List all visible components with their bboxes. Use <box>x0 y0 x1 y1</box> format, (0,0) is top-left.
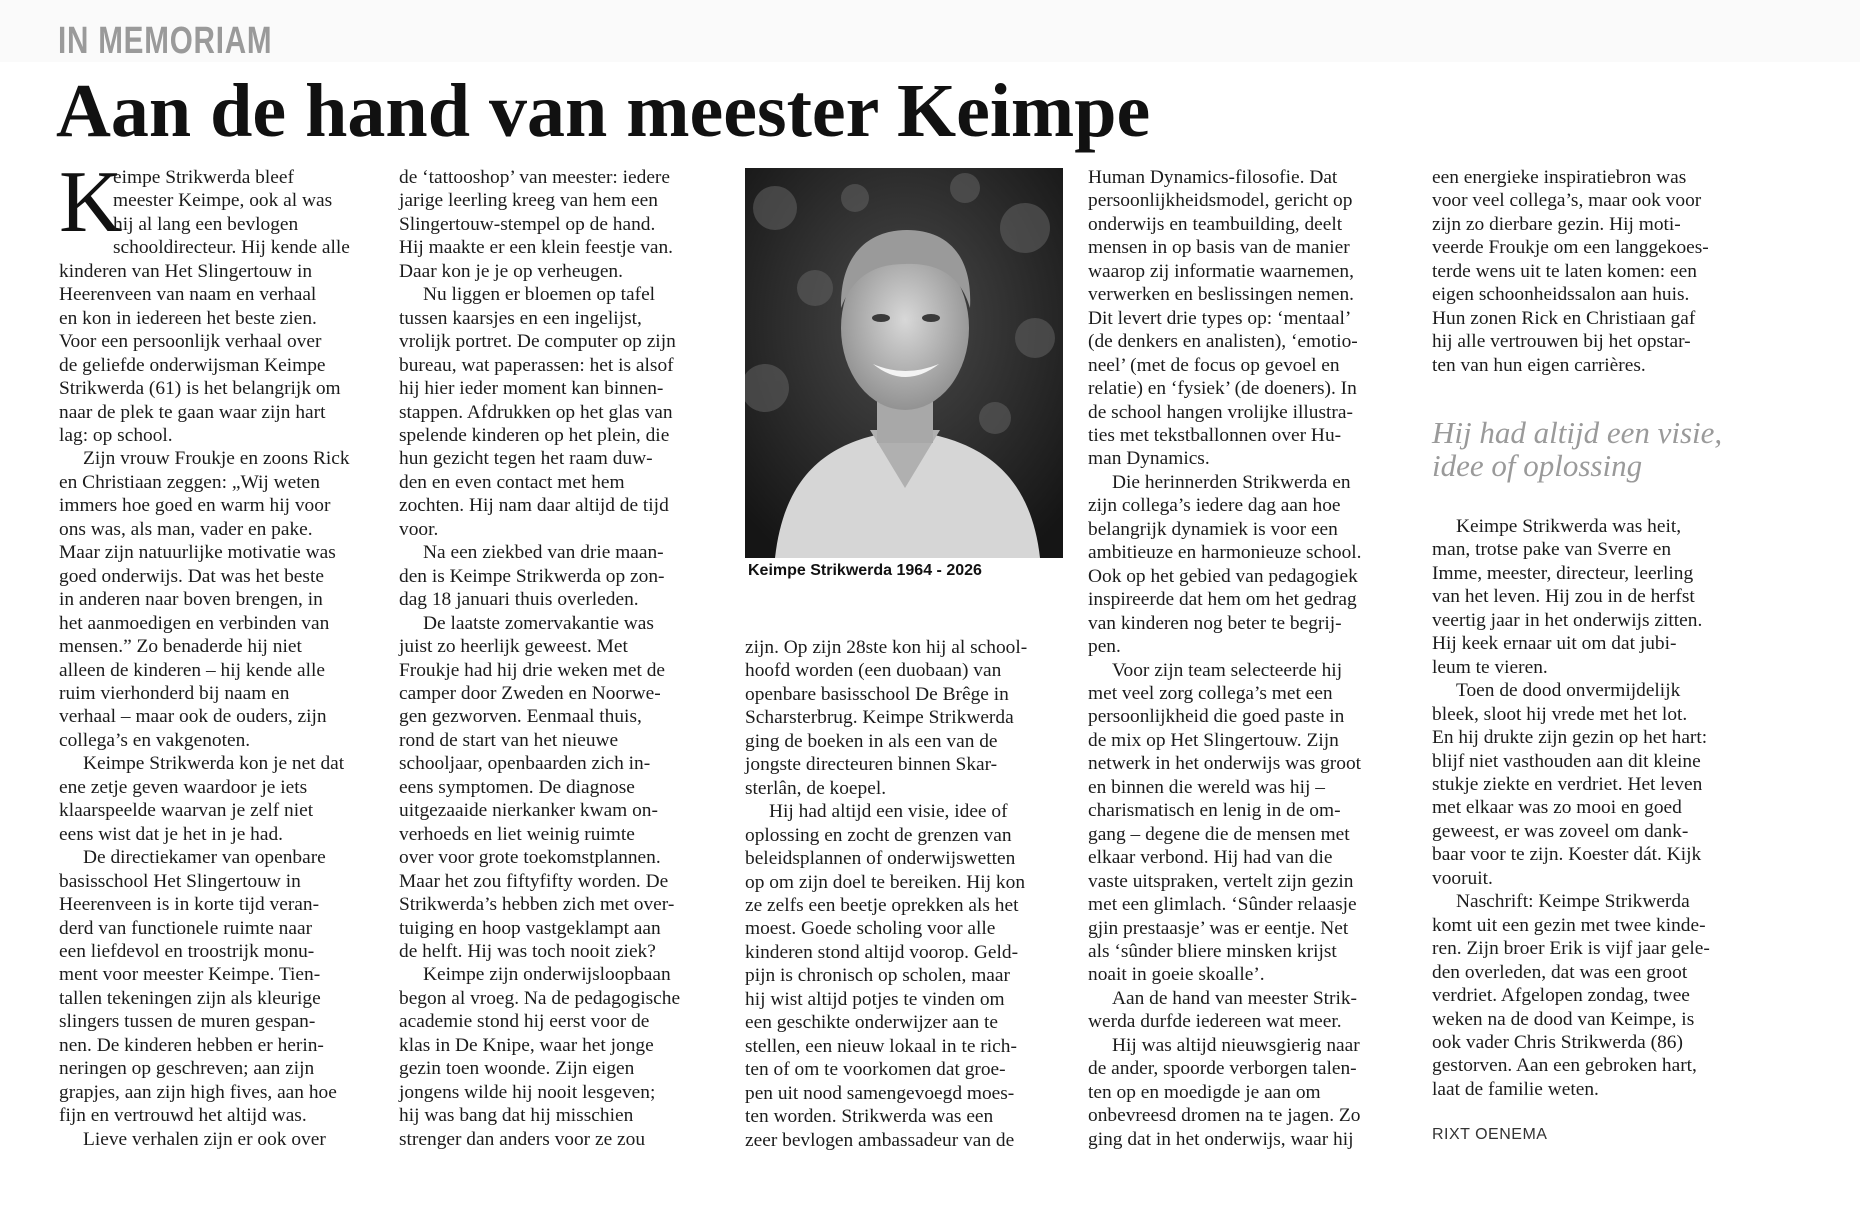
drop-cap: K <box>59 154 123 251</box>
pull-quote: Hij had altijd een visie, idee of oplossing <box>1432 415 1723 483</box>
article-column-5-bottom <box>1432 515 1762 1101</box>
section-kicker: IN MEMORIAM <box>58 20 273 62</box>
paragraph: Na een ziekbed van drie maan- den is Keimpe Strikwerda op zon- dag 18 januari thuis overleden. <box>399 542 665 611</box>
header-band <box>0 0 1860 62</box>
paragraph: eimpe Strikwerda bleef meester Keimpe, ook al was hij al lang een bevlogen schooldirecteur. Hij kende alle kinderen van Het Slingertouw in Heerenveen van naam en verhaal en kon in iedereen het beste zien. Voor een persoonlijk verhaal over de geliefde onderwijsman Keimpe Strikwerda (61) is het belangrijk om naar de plek te gaan waar zijn hart lag: op school. <box>59 167 350 446</box>
paragraph: de ‘tattooshop’ van meester: iedere jarige leerling kreeg van hem een Slingertouw-stempel op de hand. Hij maakte er een klein feestje van. Daar kon je je op verheugen. <box>399 167 674 282</box>
paragraph: Voor zijn team selecteerde hij met veel zorg collega’s met een persoonlijkheid die goed paste in de mix op Het Slingertouw. Zijn netwerk in het onderwijs was groot en binnen die wereld was hij – charismatisch en lenig in de om- gang – degene die de mensen met elkaar verbond. Hij had van die vaste uitspraken, vertelt zijn gezin met een glimlach. ‘Sûnder relaasje gjin prestaasje’ was er eentje. Net als ‘sûnder bliere minsken krijst noait in goeie skoalle’. <box>1088 659 1362 986</box>
portrait-photo <box>745 168 1063 558</box>
article-column-3 <box>745 636 1075 1152</box>
paragraph: Naschrift: Keimpe Strikwerda komt uit een gezin met twee kinde- ren. Zijn broer Erik is vijf jaar gele- den overleden, dat was een groot verdriet. Afgelopen zondag, twee weken na de dood van Keimpe, is ook vader Chris Strikwerda (86) gestorven. Aan een gebroken hart, laat de familie weten. <box>1432 891 1710 1100</box>
paragraph: Hij had altijd een visie, idee of oplossing en zocht de grenzen van beleidsplannen of onderwijswetten op om zijn doel te bereiken. Hij kon ze zelfs een beetje oprekken als het moest. Goede scholing voor alle kinderen stond altijd voorop. Geld- pijn is chronisch op scholen, maar hij wist altijd potjes te vinden om een geschikte onderwijzer aan te stellen, een nieuw lokaal in te rich- ten of om te voorkomen dat groe- pen uit nood samengevoegd moes- ten worden. Strikwerda was een zeer bevlogen ambassadeur van de <box>745 801 1026 1151</box>
paragraph: Hij was altijd nieuwsgierig naar de ander, spoorde verborgen talen- ten op en moedigde je aan om onbevreesd dromen na te jagen. Zo ging dat in het onderwijs, waar hij <box>1088 1034 1361 1150</box>
paragraph: Keimpe zijn onderwijsloopbaan begon al vroeg. Na de pedagogische academie stond hij eerst voor de klas in De Knipe, waar het jonge gezin toen woonde. Zijn eigen jongens wilde hij nooit lesgeven; hij was bang dat hij misschien strenger dan anders voor ze zou <box>399 964 681 1150</box>
paragraph: Toen de dood onvermijdelijk bleek, sloot hij vrede met het lot. En hij drukte zijn gezin op het hart: blijf niet vasthouden aan dit kleine stukje ziekte en verdriet. Het leven met elkaar was zo mooi en goed geweest, er was zoveel om dank- baar voor te zijn. Koester dát. Kijk vooruit. <box>1432 680 1708 889</box>
article-column-4 <box>1088 166 1418 1151</box>
article-column-5-top <box>1432 166 1762 377</box>
paragraph: De directiekamer van openbare basisschool Het Slingertouw in Heerenveen is in korte tijd veran- derd van functionele ruimte naar een liefdevol en troostrijk monu- ment voor meester Keimpe. Tien- tallen tekeningen zijn als kleurige slingers tussen de muren gespan- nen. De kinderen hebben er herin- neringen op geschreven; aan zijn grapjes, aan zijn high fives, aan hoe fijn en vertrouwd het altijd was. <box>59 847 337 1127</box>
article-headline: Aan de hand van meester Keimpe <box>56 69 1151 153</box>
paragraph: zijn. Op zijn 28ste kon hij al school- hoofd worden (een duobaan) van openbare basisschool De Brêge in Scharsterbrug. Keimpe Strikwerda ging de boeken in als een van de jongste directeuren binnen Skar- sterlân, de koepel. <box>745 637 1028 799</box>
paragraph: een energieke inspiratiebron was voor veel collega’s, maar ook voor zijn zo dierbare gezin. Hij moti- veerde Froukje om een langgekoes- terde wens uit te laten komen: een eigen schoonheidssalon aan huis. Hun zonen Rick en Christiaan gaf hij alle vertrouwen bij het opstar- ten van hun eigen carrières. <box>1432 167 1709 376</box>
article-column-1 <box>59 154 377 1151</box>
article-column-2 <box>399 166 729 1151</box>
paragraph: Human Dynamics-filosofie. Dat persoonlijkheidsmodel, gericht op onderwijs en teambuilding, deelt mensen in op basis van de manier waarop zij informatie waarnemen, verwerken en beslissingen nemen. Dit levert drie types op: ‘mentaal’ (de denkers en analisten), ‘emotio- neel’ (met de focus op gevoel en relatie) en ‘fysiek’ (de doeners). In de school hangen vrolijke illustra- ties met tekstballonnen over Hu- man Dynamics. <box>1088 167 1358 470</box>
author-byline: RIXT OENEMA <box>1432 1126 1548 1143</box>
paragraph: Nu liggen er bloemen op tafel tussen kaarsjes en een ingelijst, vrolijk portret. De computer op zijn bureau, wat paperassen: het is alsof hij hier ieder moment kan binnen- stappen. Afdrukken op het glas van spelende kinderen op het plein, die hun gezicht tegen het raam duw- den en even contact met hem zochten. Hij nam daar altijd de tijd voor. <box>399 284 676 540</box>
paragraph: Keimpe Strikwerda was heit, man, trotse pake van Sverre en Imme, meester, directeur, leerling van het leven. Hij zou in de herfst veertig jaar in het onderwijs zitten. Hij keek ernaar uit om dat jubi- leum te vieren. <box>1432 516 1703 678</box>
paragraph: Zijn vrouw Froukje en zoons Rick en Christiaan zeggen: „Wij weten immers hoe goed en warm hij voor ons was, als man, vader en pake. Maar zijn natuurlijke motivatie was goed onderwijs. Dat was het beste in anderen naar boven brengen, in het aanmoedigen en verbinden van mensen.” Zo benaderde hij niet alleen de kinderen – hij kende alle ruim vierhonderd bij naam en verhaal – maar ook de ouders, zijn collega’s en vakgenoten. <box>59 448 350 751</box>
paragraph: Die herinnerden Strikwerda en zijn collega’s iedere dag aan hoe belangrijk dynamiek is voor een ambitieuze en harmonieuze school. Ook op het gebied van pedagogiek inspireerde dat hem om het gedrag van kinderen nog beter te begrij- pen. <box>1088 471 1362 658</box>
paragraph: De laatste zomervakantie was juist zo heerlijk geweest. Met Froukje had hij drie weken met de camper door Zweden en Noorwe- gen gezworven. Eenmaal thuis, rond de start van het nieuwe schooljaar, openbaarden zich in- eens symptomen. De diagnose uitgezaaide nierkanker kwam on- verhoeds en liet weinig ruimte over voor grote toekomstplannen. Maar het zou fiftyfifty worden. De Strikwerda’s hebben zich met over- tuiging en hoop vastgeklampt aan de helft. Hij was toch nooit ziek? <box>399 612 675 962</box>
paragraph: Keimpe Strikwerda kon je net dat ene zetje geven waardoor je iets klaarspeelde waarvan je zelf niet eens wist dat je het in je had. <box>59 753 345 845</box>
portrait-image <box>745 168 1063 558</box>
paragraph: Aan de hand van meester Strik- werda durfde iedereen wat meer. <box>1088 987 1357 1033</box>
photo-caption: Keimpe Strikwerda 1964 - 2026 <box>748 562 982 579</box>
paragraph: Lieve verhalen zijn er ook over <box>83 1128 326 1150</box>
